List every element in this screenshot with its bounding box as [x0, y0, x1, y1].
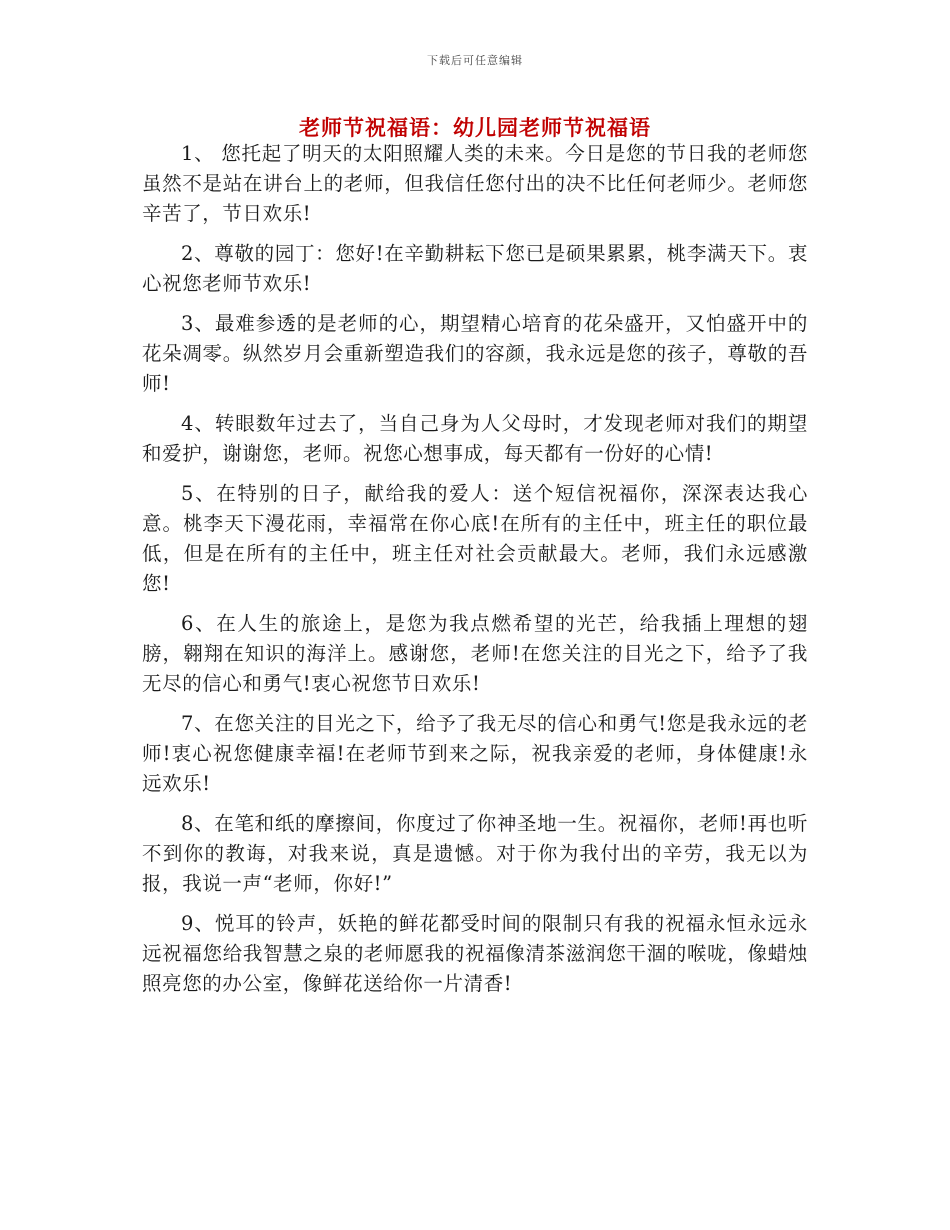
- paragraph-8: 8、在笔和纸的摩擦间，你度过了你神圣地一生。祝福你，老师!再也听不到你的教诲，对我来说，真是遗憾。对于你为我付出的辛劳，我无以为报，我说一声“老师，你好!”: [142, 812, 808, 895]
- header-note: 下载后可任意编辑: [427, 54, 523, 67]
- paragraph-6: 6、在人生的旅途上，是您为我点燃希望的光芒，给我插上理想的翅膀，翱翔在知识的海洋上。感谢您，老师!在您关注的目光之下，给予了我无尽的信心和勇气!衷心祝您节日欢乐!: [142, 612, 808, 695]
- paragraph-9: 9、悦耳的铃声，妖艳的鲜花都受时间的限制只有我的祝福永恒永远永远祝福您给我智慧之泉的老师愿我的祝福像清茶滋润您干涸的喉咙，像蜡烛照亮您的办公室，像鲜花送给你一片清香!: [142, 912, 808, 995]
- paragraph-3: 3、最难参透的是老师的心，期望精心培育的花朵盛开，又怕盛开中的花朵凋零。纵然岁月会重新塑造我们的容颜，我永远是您的孩子，尊敬的吾师!: [142, 312, 808, 395]
- document-title: 老师节祝福语：幼儿园老师节祝福语: [299, 115, 651, 140]
- paragraph-1: 1、 您托起了明天的太阳照耀人类的未来。今日是您的节日我的老师您虽然不是站在讲台上的老师，但我信任您付出的决不比任何老师少。老师您辛苦了，节日欢乐!: [142, 142, 808, 225]
- document-body: [142, 139, 808, 999]
- paragraph-2: 2、尊敬的园丁：您好!在辛勤耕耘下您已是硕果累累，桃李满天下。衷心祝您老师节欢乐!: [142, 242, 808, 295]
- paragraph-4: 4、转眼数年过去了，当自己身为人父母时，才发现老师对我们的期望和爱护，谢谢您，老师。祝您心想事成，每天都有一份好的心情!: [142, 412, 808, 465]
- paragraph-7: 7、在您关注的目光之下，给予了我无尽的信心和勇气!您是我永远的老师!衷心祝您健康幸福!在老师节到来之际，祝我亲爱的老师，身体健康!永远欢乐!: [142, 712, 808, 795]
- paragraph-5: 5、在特别的日子，献给我的爱人：送个短信祝福你，深深表达我心意。桃李天下漫花雨，幸福常在你心底!在所有的主任中，班主任的职位最低，但是在所有的主任中，班主任对社会贡献最大。老师，我们永远感激您!: [142, 482, 808, 595]
